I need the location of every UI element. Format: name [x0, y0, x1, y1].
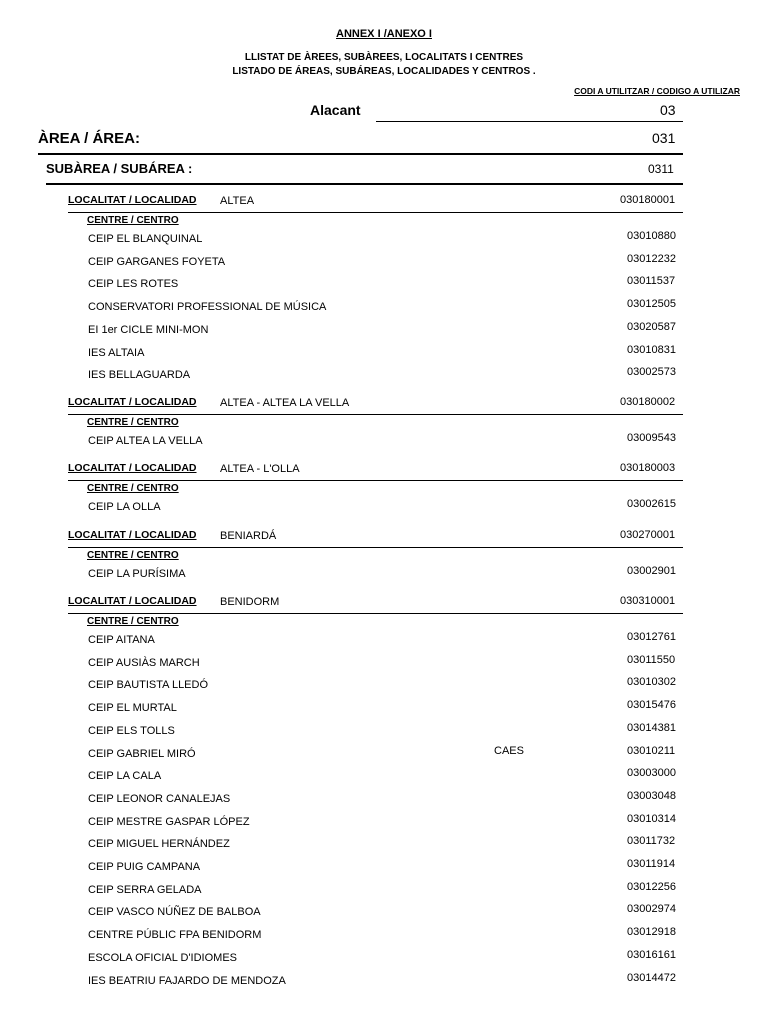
localitat-name: BENIARDÁ — [220, 530, 277, 542]
centre-name: CEIP VASCO NÚÑEZ DE BALBOA — [88, 906, 261, 919]
centre-name: CEIP GARGANES FOYETA — [88, 255, 226, 268]
centre-name: CEIP LES ROTES — [88, 278, 179, 291]
centre-code: 03009543 — [627, 432, 676, 444]
code-column-label: CODI A UTILITZAR / CODIGO A UTILIZAR — [574, 86, 740, 96]
localitat-code: 030310001 — [620, 595, 676, 607]
centre-column-header: CENTRE / CENTRO — [87, 616, 179, 627]
centre-code: 03016161 — [627, 948, 676, 961]
localitat-name: ALTEA - ALTEA LA VELLA — [220, 397, 350, 409]
centre-name: CEIP LA OLLA — [88, 501, 161, 513]
subarea-divider — [46, 183, 683, 185]
area-code: 031 — [652, 130, 676, 146]
centre-name: CEIP LA CALA — [88, 770, 162, 783]
centre-code: 03014472 — [627, 971, 676, 984]
centre-code: 03002974 — [627, 903, 676, 916]
annex-title: ANNEX I /ANEXO I — [336, 28, 432, 40]
centre-code: 03002901 — [627, 565, 676, 577]
centre-code: 03012256 — [627, 880, 676, 893]
centre-code: 03003000 — [627, 767, 676, 780]
centre-name: CEIP EL BLANQUINAL — [88, 233, 203, 245]
centre-column-header: CENTRE / CENTRO — [87, 550, 179, 561]
centre-code: 03010314 — [627, 812, 676, 825]
localitat-name: ALTEA - L'OLLA — [220, 463, 300, 475]
centre-name: CEIP EL MURTAL — [88, 702, 177, 715]
centre-code: 03012761 — [627, 631, 676, 643]
localitat-code: 030180002 — [620, 396, 676, 408]
centre-column-header: CENTRE / CENTRO — [87, 417, 179, 428]
centre-code: 03015476 — [627, 699, 676, 712]
subtitle-catalan: LLISTAT DE ÀREES, SUBÀREES, LOCALITATS I CENTRES — [244, 52, 524, 63]
centre-code: 03002615 — [627, 498, 676, 510]
localitat-label: LOCALITAT / LOCALIDAD — [68, 462, 197, 474]
centre-name: CEIP PUIG CAMPANA — [88, 861, 201, 873]
centre-name: CEIP MIGUEL HERNÁNDEZ — [88, 838, 230, 851]
centre-name: CEIP LA PURÍSIMA — [88, 568, 186, 580]
localitat-code: 030180003 — [620, 462, 676, 474]
centre-name: CEIP BAUTISTA LLEDÓ — [88, 679, 209, 692]
centre-name: IES BEATRIU FAJARDO DE MENDOZA — [88, 974, 286, 987]
localitat-divider — [68, 547, 683, 548]
centre-name: IES BELLAGUARDA — [88, 369, 191, 382]
centre-name: CEIP ELS TOLLS — [88, 724, 175, 737]
centre-code: 03010302 — [627, 676, 676, 689]
centre-name: CEIP SERRA GELADA — [88, 883, 202, 896]
centre-name: CEIP GABRIEL MIRÓ — [88, 747, 196, 760]
localitat-divider — [68, 212, 683, 213]
centre-code: 03011914 — [627, 858, 676, 870]
localitat-code: 030180001 — [620, 194, 676, 206]
centre-code: 03011537 — [627, 275, 676, 288]
centre-column-header: CENTRE / CENTRO — [87, 483, 179, 494]
centre-name: CENTRE PÚBLIC FPA BENIDORM — [88, 929, 262, 942]
centre-code: 03010880 — [627, 230, 676, 242]
centre-name: CEIP AITANA — [88, 634, 155, 646]
area-label: ÀREA / ÁREA: — [38, 130, 140, 147]
province-name: Alacant — [310, 102, 361, 118]
localitat-name: BENIDORM — [220, 596, 280, 608]
localitat-divider — [68, 480, 683, 481]
localitat-label: LOCALITAT / LOCALIDAD — [68, 529, 197, 541]
centre-name: CEIP LEONOR CANALEJAS — [88, 792, 231, 805]
subarea-label: SUBÀREA / SUBÁREA : — [46, 161, 193, 176]
centre-name: CEIP ALTEA LA VELLA — [88, 435, 203, 447]
province-divider — [376, 121, 683, 122]
centre-code: 03003048 — [627, 789, 676, 802]
localitat-label: LOCALITAT / LOCALIDAD — [68, 595, 197, 607]
centre-code: 03010831 — [627, 343, 676, 356]
localitat-label: LOCALITAT / LOCALIDAD — [68, 396, 197, 408]
centre-name: EI 1er CICLE MINI-MON — [88, 323, 209, 336]
centre-code: 03014381 — [627, 721, 676, 734]
centre-name: CONSERVATORI PROFESSIONAL DE MÚSICA — [88, 301, 327, 314]
centre-code: 03012232 — [627, 252, 676, 265]
centre-name: CEIP MESTRE GASPAR LÓPEZ — [88, 815, 250, 828]
localitat-code: 030270001 — [620, 529, 676, 541]
localitat-divider — [68, 613, 683, 614]
centre-name: IES ALTAIA — [88, 346, 145, 359]
centre-code: 03020587 — [627, 320, 676, 333]
province-code: 03 — [660, 102, 676, 118]
subtitle-spanish: LISTADO DE ÁREAS, SUBÁREAS, LOCALIDADES Y CENTROS . — [232, 66, 536, 77]
centre-code: 03011550 — [627, 653, 676, 666]
centre-column-header: CENTRE / CENTRO — [87, 215, 179, 226]
centre-code: 03012918 — [627, 926, 676, 939]
centre-type-badge: CAES — [494, 744, 524, 757]
centre-name: CEIP AUSIÀS MARCH — [88, 656, 200, 669]
centre-code: 03010211 — [627, 744, 676, 757]
localitat-divider — [68, 414, 683, 415]
centre-code: 03011732 — [627, 835, 676, 848]
centre-code: 03012505 — [627, 298, 676, 311]
area-divider — [38, 153, 683, 155]
centre-code: 03002573 — [627, 366, 676, 379]
centre-name: ESCOLA OFICIAL D'IDIOMES — [88, 951, 238, 964]
localitat-name: ALTEA — [220, 195, 255, 207]
localitat-label: LOCALITAT / LOCALIDAD — [68, 194, 197, 206]
subarea-code: 0311 — [648, 162, 674, 176]
